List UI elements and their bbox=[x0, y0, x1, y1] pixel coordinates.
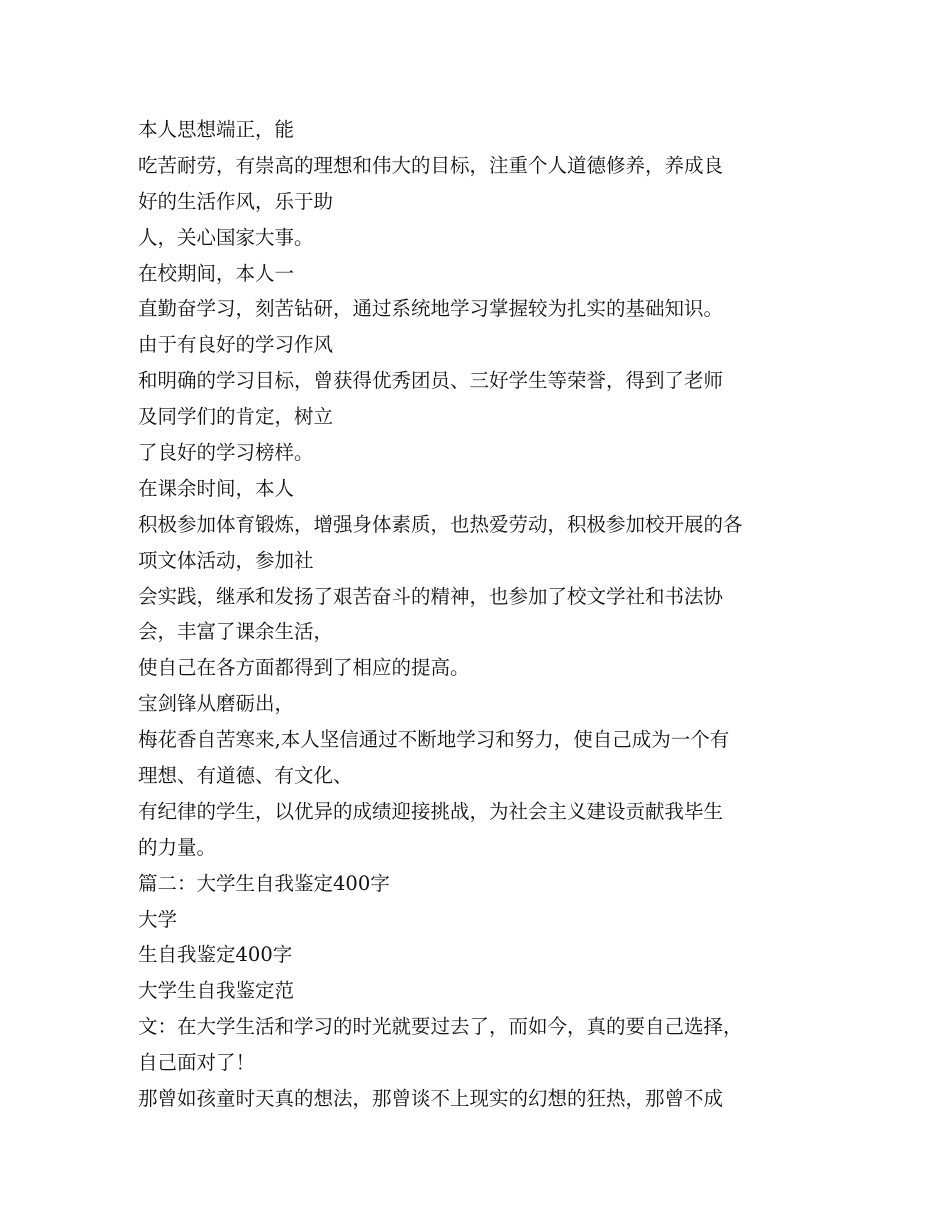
text-line: 项文体活动，参加社 bbox=[138, 548, 314, 572]
text-line: 在校期间，本人一 bbox=[138, 261, 295, 285]
text-line: 文：在大学生活和学习的时光就要过去了，而如今，真的要自己选择， bbox=[138, 1015, 743, 1039]
text-line: 积极参加体育锻炼，增强身体素质，也热爱劳动，积极参加校开展的各 bbox=[138, 512, 743, 536]
text-line: 大学 bbox=[138, 907, 178, 931]
text-line: 理想、有道德、有文化、 bbox=[138, 764, 353, 788]
text-line: 及同学们的肯定，树立 bbox=[138, 405, 334, 429]
text-line: 由于有良好的学习作风 bbox=[138, 333, 334, 357]
text-line: 梅花香自苦寒来,本人坚信通过不断地学习和努力，使自己成为一个有 bbox=[138, 728, 730, 752]
text-line: 直勤奋学习，刻苦钻研，通过系统地学习掌握较为扎实的基础知识。 bbox=[138, 297, 724, 321]
text-line: 大学生自我鉴定范 bbox=[138, 979, 295, 1003]
text-line: 生自我鉴定400字 bbox=[138, 943, 293, 967]
text-line: 宝剑锋从磨砺出， bbox=[138, 692, 295, 716]
text-line: 会，丰富了课余生活， bbox=[138, 620, 334, 644]
text-line: 人，关心国家大事。 bbox=[138, 225, 314, 249]
text-line: 在课余时间，本人 bbox=[138, 476, 295, 500]
text-line: 的力量。 bbox=[138, 835, 217, 859]
text-line: 自己面对了！ bbox=[138, 1051, 256, 1075]
text-line: 会实践，继承和发扬了艰苦奋斗的精神，也参加了校文学社和书法协 bbox=[138, 584, 724, 608]
text-line: 了良好的学习榜样。 bbox=[138, 441, 314, 465]
text-line: 好的生活作风，乐于助 bbox=[138, 189, 334, 213]
text-line: 有纪律的学生，以优异的成绩迎接挑战，为社会主义建设贡献我毕生 bbox=[138, 799, 724, 823]
text-line: 吃苦耐劳，有崇高的理想和伟大的目标，注重个人道德修养，养成良 bbox=[138, 153, 724, 177]
text-line: 篇二：大学生自我鉴定400字 bbox=[138, 871, 390, 895]
text-line: 使自己在各方面都得到了相应的提高。 bbox=[138, 656, 470, 680]
text-line: 那曾如孩童时天真的想法，那曾谈不上现实的幻想的狂热，那曾不成 bbox=[138, 1087, 724, 1111]
text-line: 本人思想端正，能 bbox=[138, 118, 295, 141]
text-line: 和明确的学习目标，曾获得优秀团员、三好学生等荣誉，得到了老师 bbox=[138, 369, 724, 393]
document-body bbox=[138, 112, 828, 1117]
